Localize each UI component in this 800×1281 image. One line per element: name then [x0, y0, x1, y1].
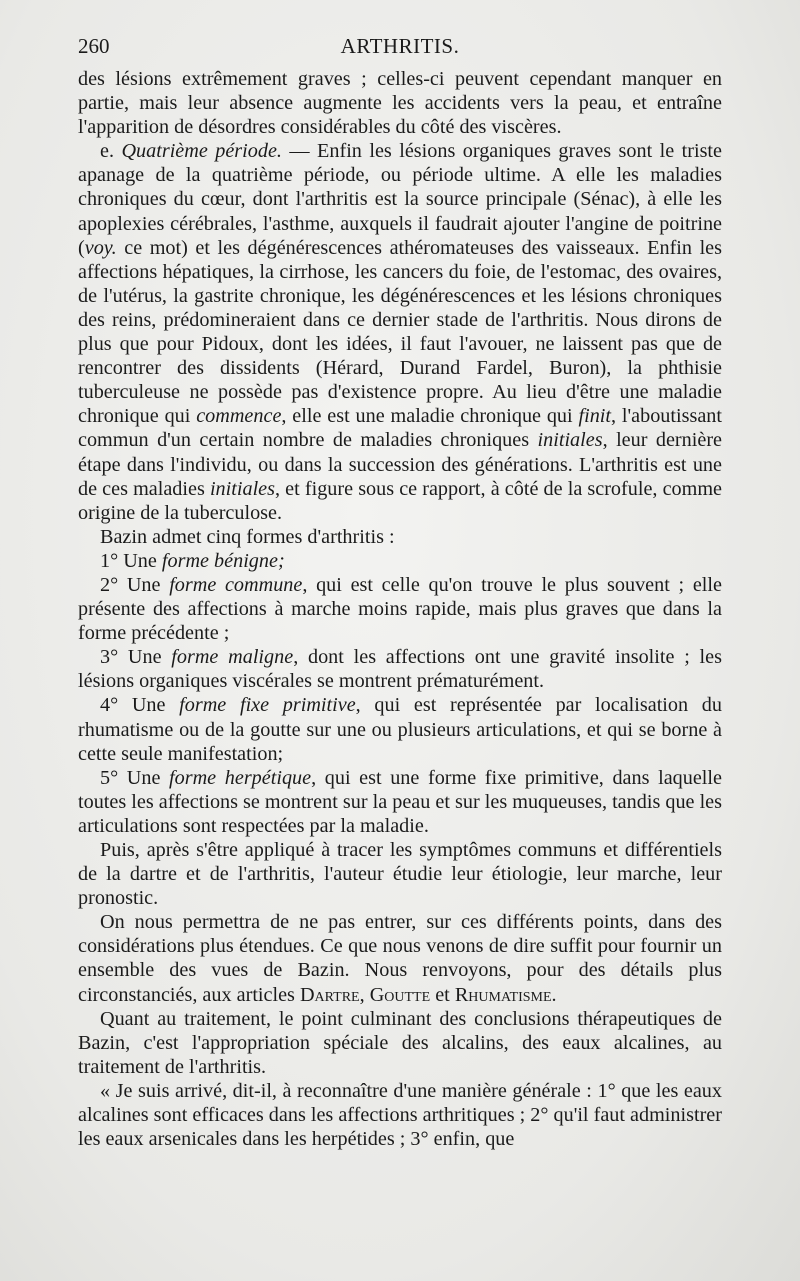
list-number: 3° Une — [100, 646, 172, 669]
list-item-forme-fixe — [78, 693, 722, 765]
italic-term: finit — [578, 405, 612, 428]
italic-term: voy. — [84, 236, 117, 259]
paragraph-text: et — [430, 983, 455, 1006]
italic-term: forme bénigne; — [161, 549, 285, 572]
paragraph-text: , l'aboutissant commun d'un certain nombre de maladies chroniques — [78, 405, 722, 452]
paragraph-continuation: des lésions extrêmement graves ; celles-ci peuvent cependant manquer en partie, mais leur absence augmente les accidents vers la peau, et entraîne l'apparition de désordres considérables du côté des viscères. — [78, 68, 722, 139]
cross-reference: Dartre — [299, 983, 360, 1006]
italic-term: initiales — [537, 429, 603, 452]
italic-term: forme commune — [169, 573, 303, 596]
page-body — [78, 67, 722, 1151]
running-header — [78, 34, 722, 62]
paragraph-traitement: Quant au traitement, le point culminant des conclusions thérapeutiques de Bazin, c'est l'appropriation spéciale des alcalins, des eaux alcalines, au traitement de l'arthritis. — [78, 1007, 722, 1078]
paragraph-text: , dont les affections ont une gravité insolite ; les lésions organiques viscérales se montrent prématurément. — [78, 646, 722, 693]
italic-term: initiales — [209, 477, 276, 500]
paragraph-text: , leur dernière étape dans l'individu, ou dans la succession des générations. L'arthritis est une de ces maladies — [78, 429, 723, 500]
paragraph-text: ce mot) et les dégénérescences athéromateuses des vaisseaux. Enfin les affections hépatiques, la cirrhose, les cancers du foie, de l'estomac, des ovaires, de l'utérus, la gastrite chronique, les dégénérescences et les lésions chroniques des reins, prédomineraient dans ce dernier stade de l'arthritis. Nous dirons de plus que pour Pidoux, dont les idées, il faut l'avouer, ne laissent pas que de rencontrer des dissidents (Hérard, Durand Fardel, Buron), la phthisie tuberculeuse ne possède pas d'existence propre. Au lieu d'être une maladie chronique qui — [78, 236, 722, 428]
italic-term: forme herpétique — [169, 766, 312, 789]
running-title: ARTHRITIS. — [340, 34, 460, 58]
list-number: 1° Une — [100, 549, 162, 572]
paragraph-renvois — [78, 910, 722, 1006]
cross-reference: Rhumatisme — [454, 983, 552, 1006]
list-item-forme-herpetique — [78, 766, 722, 838]
paragraph-text: — Enfin les lésions organiques graves sont le triste apanage de la quatrième période, ou période ultime. A elle les maladies chroniques du cœur, dont l'arthritis est la source principale (Sénac), à elle les apoplexies cérébrales, l'asthme, auxquels il faudrait ajouter l'angine de poitrine ( — [78, 140, 723, 259]
paragraph-text: , qui est celle qu'on trouve le plus souvent ; elle présente des affections à marche moins rapide, mais plus graves que dans la forme précédente ; — [78, 573, 722, 645]
list-item-forme-maligne — [78, 645, 722, 693]
paragraph-text: , — [359, 983, 370, 1006]
section-label: e. — [100, 140, 115, 163]
list-number: 2° Une — [100, 573, 170, 596]
italic-term: forme fixe primitive — [179, 694, 356, 717]
italic-term: commence — [196, 405, 282, 428]
paragraph-text: , elle est une maladie chronique qui — [281, 405, 579, 428]
italic-term: forme maligne — [171, 646, 294, 669]
paragraph-text: , et figure sous ce rapport, à côté de la scrofule, comme origine de la tuberculose. — [78, 477, 722, 524]
paragraph-text: . — [551, 983, 557, 1006]
paragraph-quatrieme-periode — [78, 139, 722, 525]
paragraph-text: , qui est une forme fixe primitive, dans laquelle toutes les affections se montrent sur la peau et sur les muqueuses, tandis que les articulations sont respectées par la maladie. — [78, 766, 722, 837]
paragraph-text: On nous permettra de ne pas entrer, sur ces différents points, dans des considérations plus étendues. Ce que nous venons de dire suffit pour fournir un ensemble des vues de Bazin. Nous renvoyons, pour des détails plus circonstanciés, aux articles — [78, 911, 722, 1006]
paragraph-symptomes: Puis, après s'être appliqué à tracer les symptômes communs et différentiels de la dartre et de l'arthritis, l'auteur étudie leur étiologie, leur marche, leur pronostic. — [78, 839, 722, 910]
section-heading: Quatrième période. — [121, 140, 282, 163]
cross-reference: Goutte — [369, 983, 431, 1006]
paragraph-bazin-formes: Bazin admet cinq formes d'arthritis : — [100, 525, 395, 548]
list-item-forme-benigne — [78, 549, 722, 573]
list-number: 4° Une — [100, 694, 180, 717]
paragraph-quote: « Je suis arrivé, dit-il, à reconnaître d'une manière générale : 1° que les eaux alcalines sont efficaces dans les affections arthritiques ; 2° qu'il faut administrer les eaux arsenicales dans les herpétides ; 3° enfin, que — [78, 1079, 722, 1151]
paragraph-text: , qui est représentée par localisation du rhumatisme ou de la goutte sur une ou plusieurs articulations, et qui se borne à cette seule manifestation; — [78, 694, 722, 765]
page-number: 260 — [78, 34, 110, 58]
list-number: 5° Une — [100, 766, 170, 789]
list-item-forme-commune — [78, 573, 722, 645]
